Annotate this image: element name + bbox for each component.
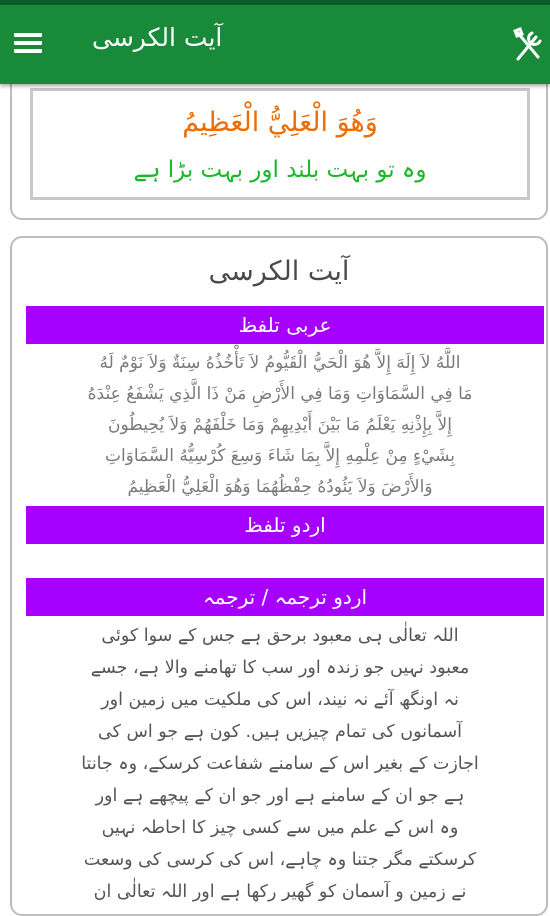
translation-line: نے زمین و آسمان کو گھیر رکھا ہے اور اللہ تعالٰی ان [93,882,467,902]
urdu-translation-text [30,620,530,908]
hamburger-menu-icon[interactable] [12,29,46,61]
translation-line: اجازت کے بغیر اس کے سامنے شفاعت کرسکے، وہ جانتا [81,754,479,774]
verse-urdu-meaning: وہ تو بہت بلند اور بہت بڑا ہے [133,157,427,183]
ayat-card [10,236,548,916]
translation-line: وہ اس کے علم میں سے کسی چیز کا احاطہ نہیں [101,818,459,838]
arabic-text [30,348,530,503]
arabic-pronunciation-heading: عربی تلفظ [26,306,544,344]
translation-line: معبود نہیں جو زندہ اور سب کا تھامنے والا ہے، جسے [90,658,470,678]
arabic-line: إِلاَّ بِإِذْنِهِ يَعْلَمُ مَا بَيْنَ أَيْدِيهِمْ وَمَا خَلْفَهُمْ وَلاَ يُحِيطُونَ [108,415,452,435]
verse-card [10,64,548,220]
wrench-screwdriver-icon[interactable] [510,25,546,65]
arabic-line: بِشَيْءٍ مِنْ عِلْمِهِ إِلاَّ بِمَا شَاءَ وَسِعَ كُرْسِيُّهُ السَّمَاوَاتِ [104,446,456,466]
translation-line: کرسکتے مگر جتنا وہ چاہے، اس کی کرسی کی وسعت [83,850,477,870]
section-title: آیت الکرسی [208,256,350,287]
verse-arabic-text: وَهُوَ الْعَلِيُّ الْعَظِيمُ [182,107,378,138]
translation-line: اللہ تعالٰی ہی معبود برحق ہے جس کے سوا کوئی [101,626,459,646]
arabic-line: اللَّهُ لاَ إِلَهَ إِلاَّ هُوَ الْحَيُّ الْقَيُّومُ لاَ تَأْخُذُهُ سِنَةٌ وَلاَ نَوْمٌ لَهُ [99,353,461,373]
translation-line: ہے جو ان کے سامنے ہے اور جو ان کے پیچھے ہے اور [95,786,465,806]
urdu-translation-heading: اردو ترجمہ / ترجمہ [26,578,544,616]
translation-line: آسمانوں کی تمام چیزیں ہیں. کون ہے جو اس کی [98,722,462,742]
verse-box [30,88,530,200]
app-bar [0,5,550,84]
urdu-pronunciation-heading: اردو تلفظ [26,506,544,544]
arabic-line: وَالأَرْضَ وَلاَ يَئُودُهُ حِفْظُهُمَا وَهُوَ الْعَلِيُّ الْعَظِيمُ [127,477,433,497]
translation-line: نہ اونگھ آئے نہ نیند، اس کی ملکیت میں زمین اور [101,690,459,710]
app-title: آیت الکرسی [92,23,223,52]
arabic-line: مَا فِي السَّمَاوَاتِ وَمَا فِي الأَرْضِ مَنْ ذَا الَّذِي يَشْفَعُ عِنْدَهُ [87,384,473,404]
